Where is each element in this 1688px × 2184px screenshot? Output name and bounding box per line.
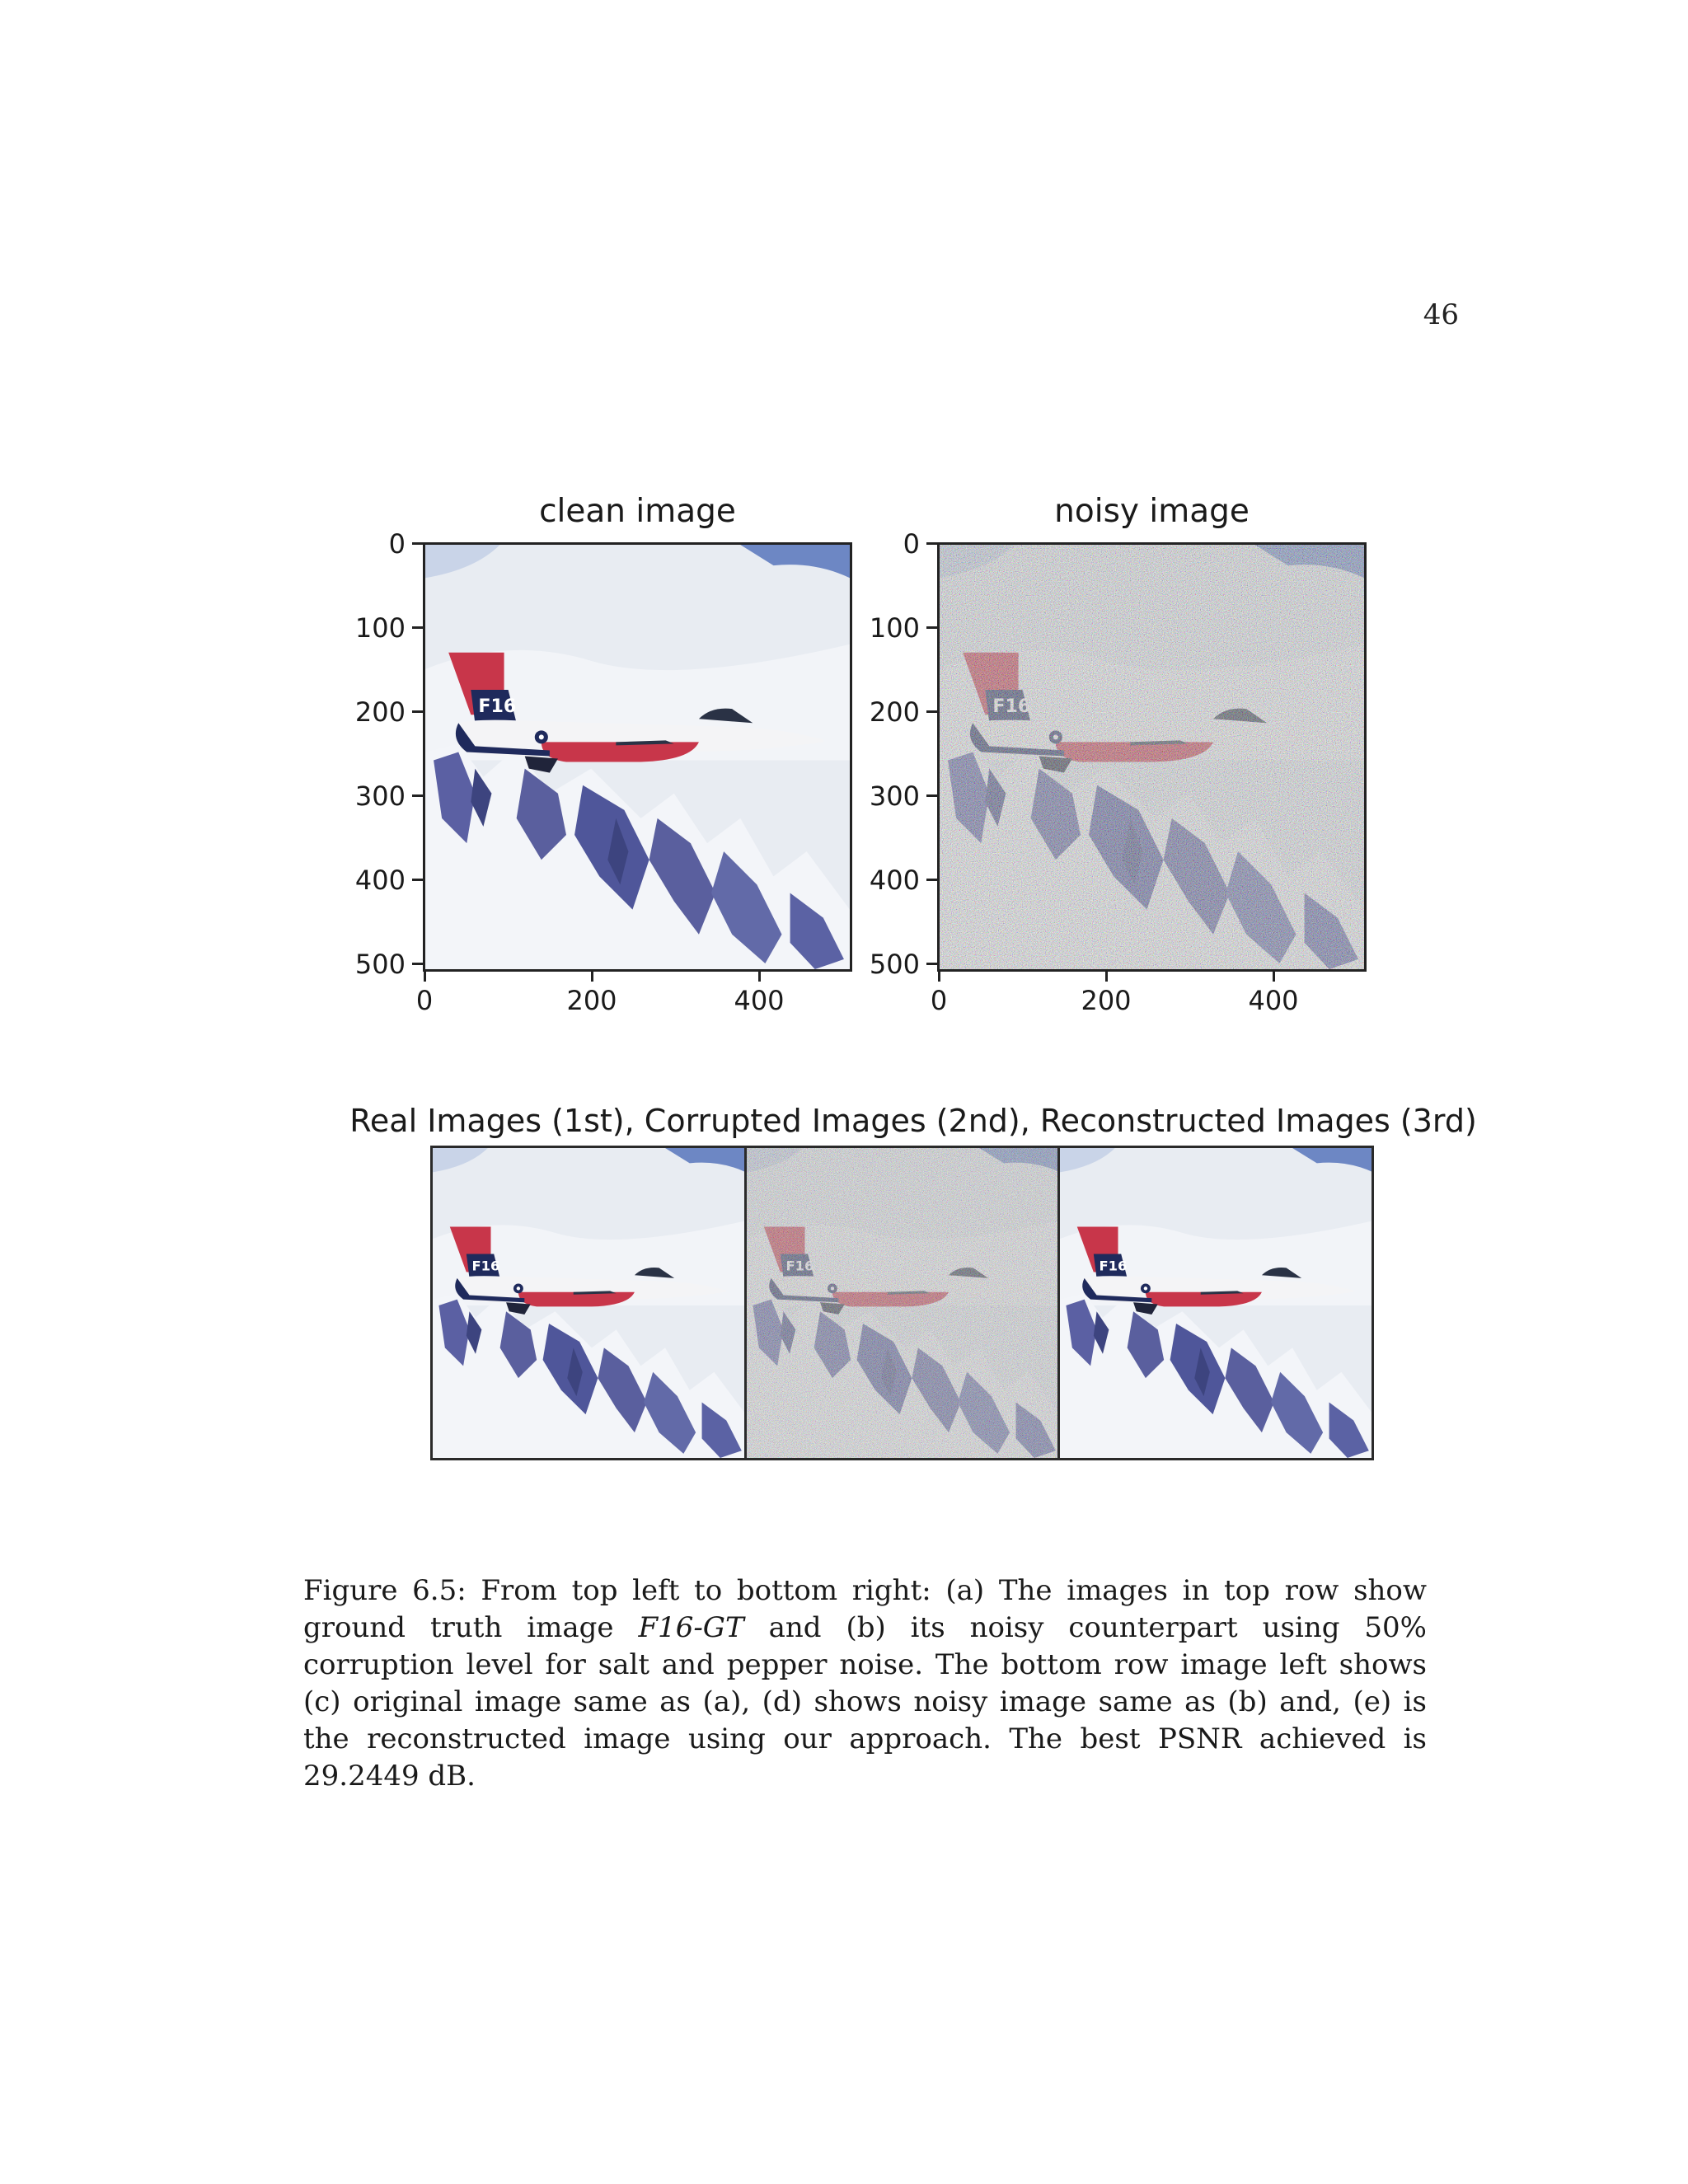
noisy-y-tick: 300: [869, 780, 920, 812]
noisy-image-title: noisy image: [1054, 493, 1250, 530]
real-image: [433, 1148, 744, 1458]
montage-title: Real Images (1st), Corrupted Images (2nd), Reconstructed Images (3rd): [349, 1103, 1477, 1139]
noisy-y-tick: 0: [903, 528, 920, 560]
noisy-y-tick: 100: [869, 612, 920, 644]
clean-y-tick: 200: [354, 696, 406, 728]
clean-y-tick: 400: [354, 865, 406, 896]
clean-x-tick: 400: [734, 985, 785, 1016]
clean-y-tick: 0: [388, 528, 406, 560]
noisy-x-tick: 0: [930, 985, 948, 1016]
clean-image-picture: [425, 545, 850, 969]
image-montage: [430, 1146, 1374, 1460]
noisy-x-tick: 400: [1248, 985, 1299, 1016]
noisy-x-tick: 200: [1081, 985, 1132, 1016]
clean-x-tick: 0: [415, 985, 434, 1016]
caption-text: Figure 6.5: From top left to bottom right: (a) The images in top row show ground truth image: [303, 1574, 1427, 1644]
noisy-y-tick: 400: [869, 865, 920, 896]
clean-image-axes: [423, 542, 852, 972]
noisy-image-axes: [937, 542, 1367, 972]
reconstructed-image: [1060, 1148, 1372, 1458]
figure-caption: [303, 1572, 1427, 1795]
clean-image-title: clean image: [539, 493, 736, 530]
noisy-y-tick: 500: [869, 949, 920, 980]
noisy-y-tick: 200: [869, 696, 920, 728]
caption-italic: F16-GT: [638, 1611, 744, 1644]
noisy-image-picture: [940, 545, 1364, 969]
page-number: 46: [1423, 298, 1459, 331]
caption-text: and (b) its noisy counterpart using 50% corruption level for salt and pepper noise. The bottom row image left shows (c) original image same as (a), (d) shows noisy image same as (b) and, (e) is the reconstructed image using our approach. The best PSNR achieved is 29.2449 dB.: [303, 1611, 1427, 1793]
clean-y-tick: 300: [354, 780, 406, 812]
clean-y-tick: 500: [354, 949, 406, 980]
clean-x-tick: 200: [566, 985, 617, 1016]
clean-y-tick: 100: [354, 612, 406, 644]
corrupted-image: [747, 1148, 1058, 1458]
